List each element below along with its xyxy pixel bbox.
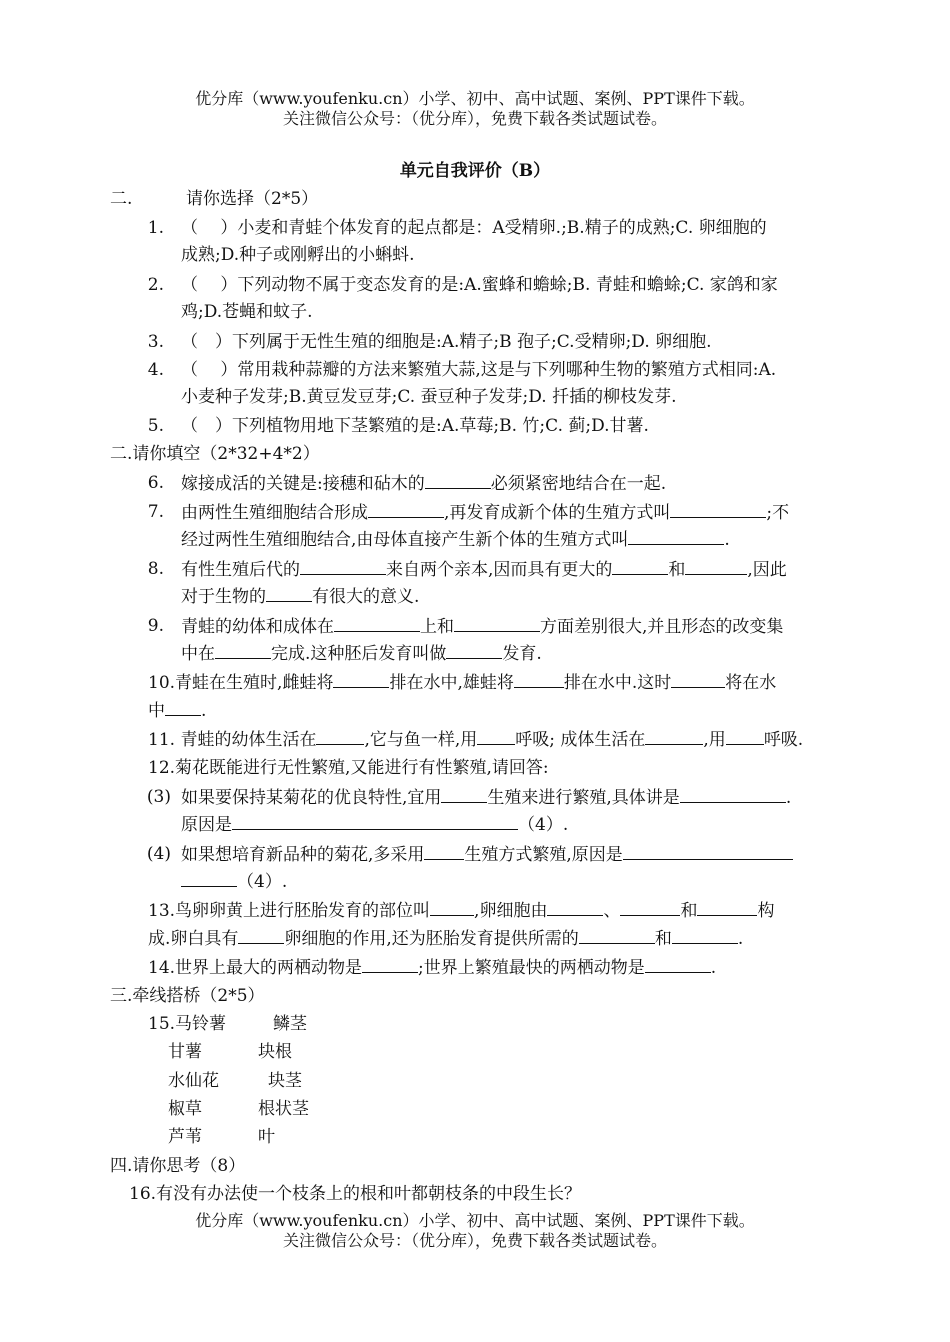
match-left-item[interactable]: 甘薯 [168, 1042, 202, 1062]
question-12b-line-1: 如果想培育新品种的菊花,多采用 生殖方式繁殖,原因是 [181, 841, 793, 868]
question-12a-line-2: 原因是 （4）. [181, 811, 568, 838]
answer-blank[interactable] [300, 556, 386, 575]
answer-blank[interactable] [441, 784, 487, 803]
match-left-item[interactable]: 椒草 [168, 1099, 202, 1119]
question-3-line-1: （ ）下列属于无性生殖的细胞是:A.精子;B 孢子;C.受精卵;D. 卵细胞. [181, 332, 712, 352]
answer-blank[interactable] [181, 868, 237, 887]
match-right-item[interactable]: 块茎 [268, 1071, 302, 1091]
answer-blank[interactable] [454, 613, 540, 632]
question-number: 1. [147, 218, 164, 238]
answer-blank[interactable] [430, 897, 474, 916]
header-line-1: 优分库（www.youfenku.cn）小学、初中、高中试题、案例、PPT课件下载。 [195, 89, 755, 108]
section-label: 二. [110, 189, 133, 209]
answer-blank[interactable] [425, 470, 491, 489]
answer-blank[interactable] [672, 925, 738, 944]
question-number: 3. [147, 332, 164, 352]
question-5-line-1: （ ）下列植物用地下茎繁殖的是:A.草莓;B. 竹;C. 蓟;D.甘薯. [181, 416, 649, 436]
question-10-line-1: 10.青蛙在生殖时,雌蛙将 排在水中,雄蛙将 排在水中.这时 将在水 [148, 669, 776, 696]
answer-blank[interactable] [685, 556, 747, 575]
question-number: 5. [147, 416, 164, 436]
question-4-line-2: 小麦种子发芽;B.黄豆发豆芽;C. 蚕豆种子发芽;D. 扦插的柳枝发芽. [181, 387, 677, 407]
section-heading-think: 四.请你思考（8） [110, 1156, 246, 1176]
question-number: (4) [146, 844, 171, 864]
answer-blank[interactable] [334, 613, 420, 632]
answer-blank[interactable] [612, 556, 668, 575]
question-number: 2. [147, 275, 164, 295]
answer-blank[interactable] [514, 669, 564, 688]
question-1-line-1: （ ）小麦和青蛙个体发育的起点都是：A受精卵.;B.精子的成熟;C. 卵细胞的 [181, 218, 767, 238]
question-1-line-2: 成熟;D.种子或刚孵出的小蝌蚪. [181, 245, 415, 265]
question-2-line-2: 鸡;D.苍蝇和蚊子. [181, 302, 313, 322]
answer-blank[interactable] [680, 784, 786, 803]
question-9-line-2: 中在 完成.这种胚后发育叫做 发育. [181, 640, 542, 667]
question-8-line-2: 对于生物的 有很大的意义. [181, 583, 419, 610]
match-left-item[interactable]: 水仙花 [168, 1071, 219, 1091]
question-number: 6. [147, 473, 164, 493]
question-number: 4. [147, 360, 164, 380]
answer-blank[interactable] [238, 925, 284, 944]
section-heading-fill: 二.请你填空（2*32+4*2） [110, 444, 320, 464]
answer-blank[interactable] [446, 640, 502, 659]
footer-line-2: 关注微信公众号：（优分库），免费下载各类试题试卷。 [282, 1231, 667, 1250]
match-right-item[interactable]: 块根 [258, 1042, 292, 1062]
footer-line-1: 优分库（www.youfenku.cn）小学、初中、高中试题、案例、PPT课件下载。 [195, 1211, 755, 1230]
question-16: 16.有没有办法使一个枝条上的根和叶都朝枝条的中段生长？ [129, 1184, 582, 1204]
answer-blank[interactable] [368, 499, 444, 518]
answer-blank[interactable] [333, 669, 389, 688]
header-line-2: 关注微信公众号：（优分库），免费下载各类试题试卷。 [282, 109, 667, 128]
question-11-line-1: 11. 青蛙的幼体生活在 ,它与鱼一样,用 呼吸; 成体生活在 ,用 呼吸. [148, 726, 803, 753]
answer-blank[interactable] [620, 897, 680, 916]
answer-blank[interactable] [547, 897, 603, 916]
question-13-line-2: 成.卵白具有 卵细胞的作用,还为胚胎发育提供所需的 和 . [148, 925, 743, 952]
question-4-line-1: （ ）常用栽种蒜瓣的方法来繁殖大蒜,这是与下列哪种生物的繁殖方式相同:A. [181, 360, 777, 380]
answer-blank[interactable] [362, 954, 418, 973]
question-12b-line-2: （4）. [181, 868, 287, 895]
answer-blank[interactable] [266, 583, 312, 602]
answer-blank[interactable] [645, 954, 711, 973]
question-7-line-2: 经过两性生殖细胞结合,由母体直接产生新个体的生殖方式叫 . [181, 526, 730, 553]
question-12a-line-1: 如果要保持某菊花的优良特性,宜用 生殖来进行繁殖,具体讲是 . [181, 784, 791, 811]
answer-blank[interactable] [165, 697, 201, 716]
match-left-item[interactable]: 芦苇 [168, 1127, 202, 1147]
match-right-item[interactable]: 根状茎 [258, 1099, 309, 1119]
answer-blank[interactable] [645, 726, 703, 745]
question-13-line-1: 13.鸟卵卵黄上进行胚胎发育的部位叫 ,卵细胞由 、 和 构 [148, 897, 774, 924]
question-12-stem: 12.菊花既能进行无性繁殖,又能进行有性繁殖,请回答: [148, 758, 549, 778]
question-number: 7. [147, 502, 164, 522]
match-right-item[interactable]: 鳞茎 [273, 1014, 307, 1034]
answer-blank[interactable] [232, 811, 518, 830]
answer-blank[interactable] [579, 925, 655, 944]
match-left-item[interactable]: 15.马铃薯 [148, 1014, 227, 1034]
question-number: (3) [146, 787, 171, 807]
answer-blank[interactable] [671, 669, 725, 688]
question-number: 9. [147, 616, 164, 636]
answer-blank[interactable] [670, 499, 766, 518]
answer-blank[interactable] [697, 897, 757, 916]
answer-blank[interactable] [623, 841, 793, 860]
question-8-line-1: 有性生殖后代的 来自两个亲本,因而具有更大的 和 ,因此 [181, 556, 787, 583]
question-9-line-1: 青蛙的幼体和成体在 上和 方面差别很大,并且形态的改变集 [181, 613, 783, 640]
question-7-line-1: 由两性生殖细胞结合形成 ,再发育成新个体的生殖方式叫 ;不 [181, 499, 789, 526]
section-heading-match: 三.牵线搭桥（2*5） [110, 986, 265, 1006]
answer-blank[interactable] [477, 726, 515, 745]
answer-blank[interactable] [424, 841, 464, 860]
question-10-line-2: 中 . [148, 697, 206, 724]
question-6-line-1: 嫁接成活的关键是:接穗和砧木的 必须紧密地结合在一起. [181, 470, 666, 497]
section-heading-choice: 请你选择（2*5） [186, 189, 319, 209]
question-14-line-1: 14.世界上最大的两栖动物是 ;世界上繁殖最快的两栖动物是 . [148, 954, 716, 981]
match-right-item[interactable]: 叶 [258, 1127, 275, 1147]
answer-blank[interactable] [628, 526, 724, 545]
page-title: 单元自我评价（B） [399, 161, 551, 181]
question-2-line-1: （ ）下列动物不属于变态发育的是:A.蜜蜂和蟾蜍;B. 青蛙和蟾蜍;C. 家鸽和家 [181, 275, 778, 295]
question-number: 8. [147, 559, 164, 579]
answer-blank[interactable] [726, 726, 764, 745]
answer-blank[interactable] [215, 640, 271, 659]
answer-blank[interactable] [316, 726, 364, 745]
